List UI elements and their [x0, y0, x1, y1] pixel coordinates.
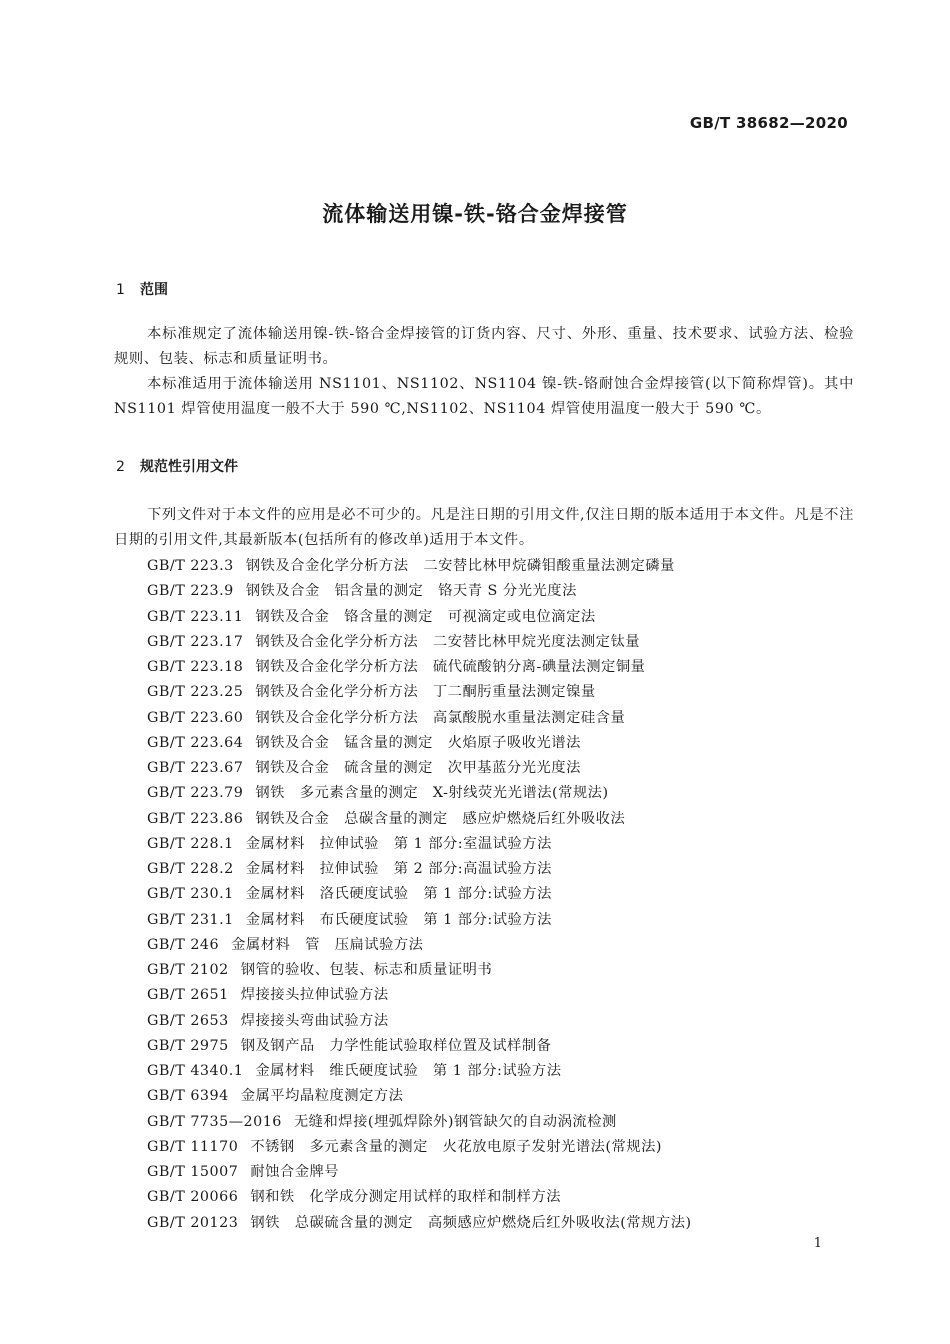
reference-title: 焊接接头拉伸试验方法	[240, 987, 389, 1004]
reference-title: 钢铁及合金 锰含量的测定 火焰原子吸收光谱法	[255, 734, 581, 751]
reference-title: 钢铁及合金化学分析方法 硫代硫酸钠分离-碘量法测定铜量	[255, 659, 646, 675]
reference-title: 钢铁及合金 硫含量的测定 次甲基蓝分光光度法	[255, 760, 581, 776]
reference-code: GB/T 231.1	[147, 911, 234, 928]
reference-title: 钢铁及合金化学分析方法 高氯酸脱水重量法测定硅含量	[255, 709, 626, 726]
reference-item	[147, 1084, 867, 1109]
reference-code: GB/T 228.2	[147, 861, 234, 877]
reference-item	[147, 857, 867, 882]
reference-code: GB/T 223.67	[147, 760, 244, 776]
reference-code: GB/T 223.86	[147, 810, 244, 827]
reference-title: 钢及钢产品 力学性能试验取样位置及试样制备	[240, 1037, 552, 1054]
section-2-title: 规范性引用文件	[140, 459, 238, 475]
reference-item	[147, 1059, 867, 1084]
reference-title: 钢铁及合金 总碳含量的测定 感应炉燃烧后红外吸收法	[255, 810, 626, 827]
reference-code: GB/T 230.1	[147, 886, 234, 903]
reference-title: 金属材料 拉伸试验 第 1 部分:室温试验方法	[245, 835, 552, 852]
reference-item	[147, 1135, 867, 1160]
reference-item	[147, 832, 867, 857]
section-1-title: 范围	[140, 282, 168, 298]
reference-code: GB/T 20066	[147, 1189, 239, 1206]
reference-title: 焊接接头弯曲试验方法	[240, 1012, 389, 1029]
reference-title: 钢和铁 化学成分测定用试样的取样和制样方法	[250, 1189, 562, 1206]
reference-item	[147, 1211, 867, 1236]
reference-item	[147, 958, 867, 983]
reference-item	[147, 1009, 867, 1034]
reference-title: 钢管的验收、包装、标志和质量证明书	[240, 962, 493, 978]
reference-code: GB/T 223.3	[147, 558, 234, 574]
reference-title: 金属材料 布氏硬度试验 第 1 部分:试验方法	[245, 911, 552, 928]
reference-item	[147, 605, 867, 630]
section-1-paragraph-1: 本标准规定了流体输送用镍-铁-铬合金焊接管的订货内容、尺寸、外形、重量、技术要求、试验方法、检验规则、包装、标志和质量证明书。	[114, 326, 854, 367]
reference-code: GB/T 4340.1	[147, 1063, 244, 1079]
reference-code: GB/T 2653	[147, 1012, 229, 1029]
reference-item	[147, 579, 867, 604]
reference-title: 无缝和焊接(埋弧焊除外)钢管缺欠的自动涡流检测	[293, 1113, 617, 1130]
section-1-heading	[116, 279, 168, 299]
reference-code: GB/T 11170	[147, 1138, 239, 1155]
reference-item	[147, 756, 867, 781]
reference-item	[147, 781, 867, 806]
reference-item	[147, 1185, 867, 1210]
reference-code: GB/T 15007	[147, 1164, 239, 1180]
reference-item	[147, 706, 867, 731]
reference-title: 耐蚀合金牌号	[250, 1164, 340, 1180]
reference-title: 钢铁及合金 铬含量的测定 可视滴定或电位滴定法	[255, 608, 596, 625]
reference-code: GB/T 223.64	[147, 734, 244, 751]
page-number: 1	[813, 1236, 822, 1251]
reference-title: 不锈钢 多元素含量的测定 火花放电原子发射光谱法(常规法)	[250, 1138, 662, 1155]
reference-item	[147, 882, 867, 907]
reference-title: 钢铁及合金化学分析方法 二安替比林甲烷光度法测定钛量	[255, 633, 641, 650]
reference-item	[147, 554, 867, 579]
reference-title: 钢铁 多元素含量的测定 X-射线荧光光谱法(常规法)	[255, 785, 609, 802]
reference-code: GB/T 2102	[147, 962, 229, 978]
reference-code: GB/T 2651	[147, 987, 229, 1004]
reference-code: GB/T 223.11	[147, 608, 244, 625]
reference-title: 钢铁及合金化学分析方法 二安替比林甲烷磷钼酸重量法测定磷量	[245, 558, 675, 574]
reference-code: GB/T 20123	[147, 1214, 239, 1231]
reference-code: GB/T 223.18	[147, 659, 244, 675]
reference-item	[147, 908, 867, 933]
section-2-intro	[114, 503, 854, 553]
reference-code: GB/T 228.1	[147, 835, 234, 852]
reference-title: 金属材料 拉伸试验 第 2 部分:高温试验方法	[245, 861, 552, 877]
reference-item	[147, 630, 867, 655]
reference-code: GB/T 2975	[147, 1037, 229, 1054]
reference-code: GB/T 223.60	[147, 709, 244, 726]
section-1-body	[114, 322, 854, 422]
section-2-intro-paragraph: 下列文件对于本文件的应用是必不可少的。凡是注日期的引用文件,仅注日期的版本适用于本文件。凡是不注日期的引用文件,其最新版本(包括所有的修改单)适用于本文件。	[114, 507, 854, 548]
reference-item	[147, 807, 867, 832]
reference-title: 钢铁及合金 铝含量的测定 铬天青 S 分光光度法	[245, 583, 577, 600]
reference-item	[147, 983, 867, 1008]
reference-list	[147, 554, 867, 1236]
reference-item	[147, 655, 867, 680]
standard-number: GB/T 38682—2020	[689, 114, 848, 132]
reference-item	[147, 680, 867, 705]
reference-code: GB/T 7735—2016	[147, 1113, 282, 1130]
reference-code: GB/T 223.9	[147, 583, 234, 600]
section-2-heading	[116, 456, 238, 476]
section-1-number: 1	[116, 282, 125, 298]
document-title: 流体输送用镍-铁-铬合金焊接管	[322, 202, 628, 226]
reference-title: 钢铁及合金化学分析方法 丁二酮肟重量法测定镍量	[255, 684, 596, 701]
reference-title: 钢铁 总碳硫含量的测定 高频感应炉燃烧后红外吸收法(常规方法)	[250, 1214, 692, 1231]
reference-item	[147, 1160, 867, 1185]
reference-item	[147, 731, 867, 756]
reference-item	[147, 933, 867, 958]
reference-title: 金属材料 维氏硬度试验 第 1 部分:试验方法	[255, 1063, 562, 1079]
reference-code: GB/T 246	[147, 936, 220, 953]
reference-code: GB/T 6394	[147, 1088, 229, 1105]
reference-item	[147, 1034, 867, 1059]
reference-code: GB/T 223.79	[147, 785, 244, 802]
section-1-paragraph-2: 本标准适用于流体输送用 NS1101、NS1102、NS1104 镍-铁-铬耐蚀合金焊接管(以下简称焊管)。其中 NS1101 焊管使用温度一般不大于 590 ℃,NS1102、NS1104 焊管使用温度一般大于 590 ℃。	[114, 376, 854, 417]
section-2-number: 2	[116, 459, 125, 475]
reference-item	[147, 1110, 867, 1135]
reference-title: 金属材料 洛氏硬度试验 第 1 部分:试验方法	[245, 886, 552, 903]
reference-code: GB/T 223.25	[147, 684, 244, 701]
reference-code: GB/T 223.17	[147, 633, 244, 650]
reference-title: 金属材料 管 压扁试验方法	[231, 936, 424, 953]
reference-title: 金属平均晶粒度测定方法	[240, 1088, 404, 1105]
